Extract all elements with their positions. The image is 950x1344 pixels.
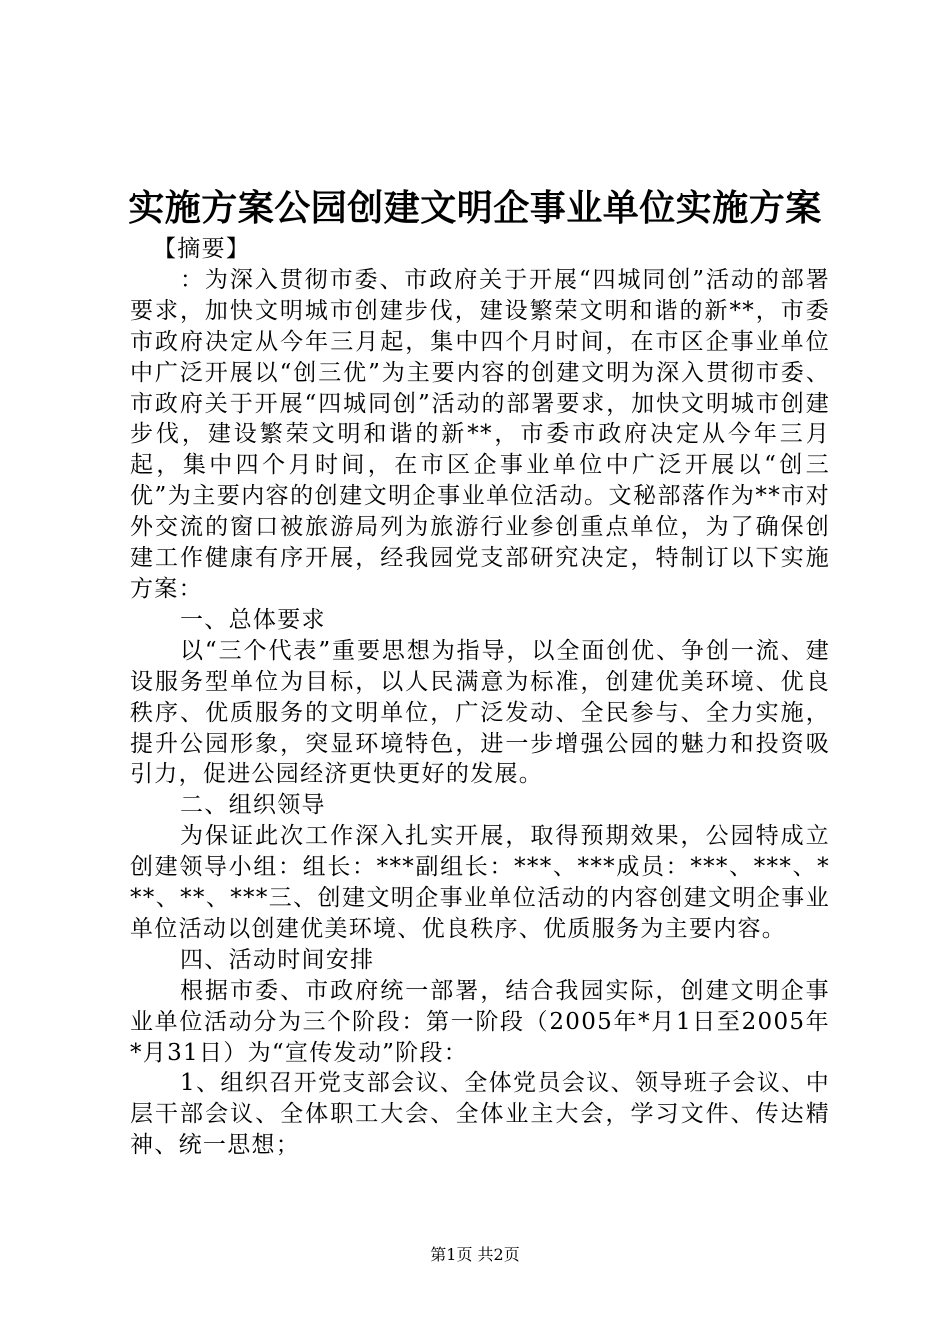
section-heading-general-requirements: 一、总体要求 — [180, 606, 326, 633]
paragraph-general-requirements: 以“三个代表”重要思想为指导，以全面创优、争创一流、建设服务型单位为目标，以人民满意为标准，创建优美环境、优良秩序、优质服务的文明单位，广泛发动、全民参与、全力实施，提升公园形象，突显环境特色，进一步增强公园的魅力和投资吸引力，促进公园经济更快更好的发展。 — [130, 637, 830, 788]
paragraph-organization: 为保证此次工作深入扎实开展，取得预期效果，公园特成立创建领导小组：组长：***副组长：***、***成员：***、***、***、**、***三、创建文明企事业单位活动的内容创建文明企事业单位活动以创建优美环境、优良秩序、优质服务为主要内容。 — [130, 823, 830, 942]
paragraph-schedule: 根据市委、市政府统一部署，结合我园实际，创建文明企事业单位活动分为三个阶段：第一阶段（2005年*月1日至2005年*月31日）为“宣传发动”阶段： — [130, 977, 830, 1066]
list-item-1: 1、组织召开党支部会议、全体党员会议、领导班子会议、中层干部会议、全体职工大会、全体业主大会，学习文件、传达精神、统一思想； — [130, 1070, 830, 1159]
document-body — [130, 234, 830, 1161]
section-heading-organization: 二、组织领导 — [180, 792, 326, 819]
abstract-paragraph: ：为深入贯彻市委、市政府关于开展“四城同创”活动的部署要求，加快文明城市创建步伐，建设繁荣文明和谐的新**，市委市政府决定从今年三月起，集中四个月时间，在市区企事业单位中广泛开展以“创三优”为主要内容的创建文明为深入贯彻市委、市政府关于开展“四城同创”活动的部署要求，加快文明城市创建步伐，建设繁荣文明和谐的新**，市委市政府决定从今年三月起，集中四个月时间，在市区企事业单位中广泛开展以“创三优”为主要内容的创建文明企事业单位活动。文秘部落作为**市对外交流的窗口被旅游局列为旅游行业参创重点单位，为了确保创建工作健康有序开展，经我园党支部研究决定，特制订以下实施方案： — [130, 266, 830, 602]
document-title: 实施方案公园创建文明企事业单位实施方案 — [128, 187, 822, 229]
section-heading-schedule: 四、活动时间安排 — [180, 946, 375, 973]
abstract-label: 【摘要】 — [153, 236, 251, 262]
page-indicator: 第1页 共2页 — [430, 1245, 520, 1264]
